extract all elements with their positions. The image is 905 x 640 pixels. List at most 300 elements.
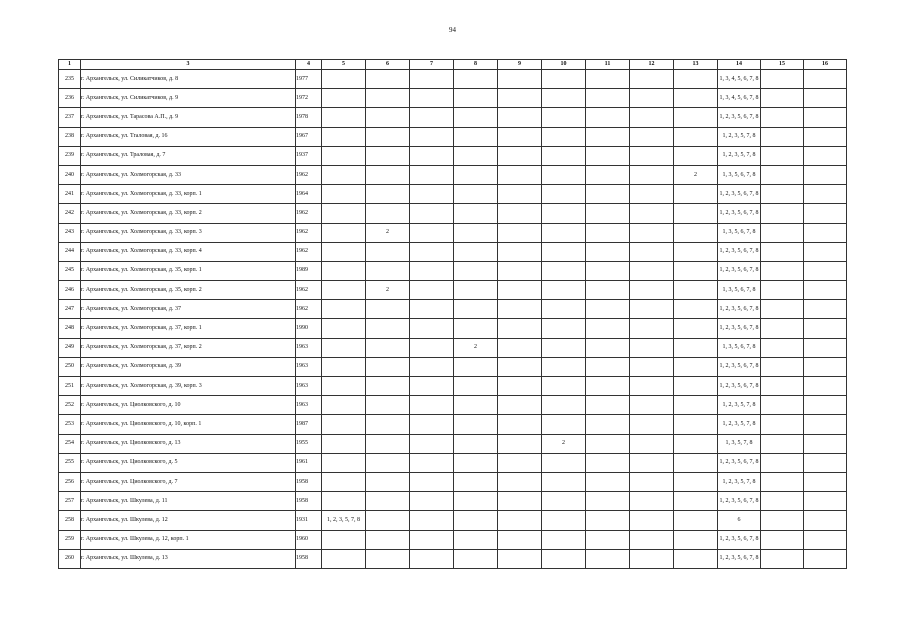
table-cell xyxy=(454,185,498,204)
table-cell xyxy=(542,204,586,223)
column-header: 14 xyxy=(718,60,761,70)
table-cell: 1, 3, 5, 6, 7, 8 xyxy=(718,338,761,357)
table-row xyxy=(59,319,847,338)
table-cell xyxy=(322,357,366,376)
address-cell: г. Архангельск, ул. Циолковского, д. 7 xyxy=(81,472,296,491)
year-cell: 1955 xyxy=(296,434,322,453)
table-cell xyxy=(586,127,630,146)
table-cell xyxy=(630,549,674,568)
table-cell xyxy=(542,396,586,415)
table-cell xyxy=(322,281,366,300)
table-cell xyxy=(498,434,542,453)
table-cell xyxy=(542,492,586,511)
table-cell xyxy=(498,453,542,472)
table-cell xyxy=(804,357,847,376)
table-cell xyxy=(454,204,498,223)
table-cell xyxy=(542,357,586,376)
table-cell xyxy=(804,472,847,491)
table-cell xyxy=(542,472,586,491)
year-cell: 1958 xyxy=(296,549,322,568)
table-cell xyxy=(804,242,847,261)
table-cell xyxy=(410,415,454,434)
table-cell xyxy=(761,89,804,108)
address-cell: г. Архангельск, ул. Силикатчиков, д. 9 xyxy=(81,89,296,108)
column-header: 3 xyxy=(81,60,296,70)
table-cell xyxy=(630,492,674,511)
table-cell xyxy=(542,165,586,184)
table-cell xyxy=(410,261,454,280)
table-cell xyxy=(674,281,718,300)
table-cell xyxy=(586,453,630,472)
table-row xyxy=(59,281,847,300)
table-cell xyxy=(410,549,454,568)
table-cell xyxy=(804,530,847,549)
table-cell xyxy=(542,377,586,396)
year-cell: 1962 xyxy=(296,223,322,242)
address-cell: г. Архангельск, ул. Циолковского, д. 10, корп. 1 xyxy=(81,415,296,434)
table-cell xyxy=(674,492,718,511)
table-cell xyxy=(366,377,410,396)
table-cell xyxy=(410,396,454,415)
table-cell xyxy=(630,127,674,146)
table-cell xyxy=(630,338,674,357)
table-cell xyxy=(366,146,410,165)
year-cell: 1967 xyxy=(296,127,322,146)
table-cell xyxy=(410,185,454,204)
year-cell: 1987 xyxy=(296,415,322,434)
table-cell xyxy=(410,472,454,491)
row-number-cell: 243 xyxy=(59,223,81,242)
table-cell xyxy=(322,300,366,319)
table-cell xyxy=(761,185,804,204)
row-number-cell: 244 xyxy=(59,242,81,261)
table-cell xyxy=(586,377,630,396)
table-cell xyxy=(674,511,718,530)
year-cell: 1963 xyxy=(296,396,322,415)
table-cell xyxy=(674,434,718,453)
row-number-cell: 236 xyxy=(59,89,81,108)
table-cell xyxy=(498,185,542,204)
table-cell xyxy=(630,185,674,204)
table-row xyxy=(59,300,847,319)
row-number-cell: 249 xyxy=(59,338,81,357)
year-cell: 1958 xyxy=(296,492,322,511)
table-cell: 1, 2, 3, 5, 6, 7, 8 xyxy=(718,300,761,319)
table-cell xyxy=(322,242,366,261)
table-cell: 1, 2, 3, 5, 7, 8 xyxy=(718,396,761,415)
year-cell: 1962 xyxy=(296,281,322,300)
table-cell xyxy=(761,204,804,223)
table-cell xyxy=(804,377,847,396)
table-cell xyxy=(761,549,804,568)
table-row xyxy=(59,396,847,415)
table-cell xyxy=(630,223,674,242)
table-cell xyxy=(674,261,718,280)
year-cell: 1990 xyxy=(296,319,322,338)
table-cell xyxy=(804,300,847,319)
table-cell xyxy=(586,492,630,511)
table-cell xyxy=(630,377,674,396)
table-cell xyxy=(674,357,718,376)
row-number-cell: 247 xyxy=(59,300,81,319)
table-cell: 1, 2, 3, 5, 7, 8 xyxy=(718,472,761,491)
table-cell xyxy=(586,70,630,89)
table-cell xyxy=(498,396,542,415)
table-cell xyxy=(410,434,454,453)
table-cell: 1, 2, 3, 5, 7, 8 xyxy=(322,511,366,530)
table-cell: 1, 3, 5, 6, 7, 8 xyxy=(718,281,761,300)
table-cell xyxy=(498,377,542,396)
table-cell xyxy=(761,242,804,261)
table-cell xyxy=(804,89,847,108)
table-cell xyxy=(761,261,804,280)
table-cell xyxy=(674,185,718,204)
table-cell xyxy=(630,511,674,530)
table-cell xyxy=(322,338,366,357)
table-cell xyxy=(454,261,498,280)
table-cell xyxy=(454,415,498,434)
table-cell xyxy=(322,108,366,127)
table-cell xyxy=(674,300,718,319)
table-cell xyxy=(630,396,674,415)
row-number-cell: 260 xyxy=(59,549,81,568)
table-cell: 2 xyxy=(542,434,586,453)
table-cell xyxy=(674,549,718,568)
table-row xyxy=(59,492,847,511)
table-cell xyxy=(674,415,718,434)
table-cell xyxy=(498,70,542,89)
table-cell xyxy=(322,492,366,511)
table-row xyxy=(59,549,847,568)
table-cell xyxy=(542,511,586,530)
table-cell xyxy=(410,89,454,108)
table-cell: 1, 2, 3, 5, 6, 7, 8 xyxy=(718,319,761,338)
table-cell xyxy=(542,89,586,108)
row-number-cell: 258 xyxy=(59,511,81,530)
table-cell xyxy=(322,204,366,223)
table-cell xyxy=(366,261,410,280)
table-cell: 1, 2, 3, 5, 6, 7, 8 xyxy=(718,453,761,472)
table-cell xyxy=(498,472,542,491)
table-cell: 6 xyxy=(718,511,761,530)
table-cell xyxy=(454,127,498,146)
table-cell xyxy=(761,338,804,357)
table-cell: 1, 2, 3, 5, 6, 7, 8 xyxy=(718,261,761,280)
table-cell xyxy=(630,453,674,472)
table-cell xyxy=(366,300,410,319)
address-cell: г. Архангельск, ул. Холмогорская, д. 33 xyxy=(81,165,296,184)
table-cell xyxy=(542,185,586,204)
table-cell xyxy=(542,146,586,165)
table-cell xyxy=(804,261,847,280)
column-header: 15 xyxy=(761,60,804,70)
table-cell xyxy=(366,319,410,338)
table-cell xyxy=(366,357,410,376)
table-cell xyxy=(586,511,630,530)
table-cell xyxy=(366,127,410,146)
table-cell xyxy=(322,223,366,242)
table-cell xyxy=(761,300,804,319)
table-cell xyxy=(322,70,366,89)
row-number-cell: 259 xyxy=(59,530,81,549)
table-cell xyxy=(804,415,847,434)
table-cell xyxy=(586,357,630,376)
column-header: 16 xyxy=(804,60,847,70)
table-cell xyxy=(410,165,454,184)
address-cell: г. Архангельск, ул. Тарасова А.П., д. 9 xyxy=(81,108,296,127)
table-cell xyxy=(542,261,586,280)
address-cell: г. Архангельск, ул. Шкулева, д. 12 xyxy=(81,511,296,530)
column-header: 4 xyxy=(296,60,322,70)
row-number-cell: 255 xyxy=(59,453,81,472)
table-cell xyxy=(366,108,410,127)
table-cell xyxy=(542,319,586,338)
table-cell xyxy=(586,549,630,568)
table-cell xyxy=(674,338,718,357)
table-cell xyxy=(586,415,630,434)
table-cell xyxy=(366,204,410,223)
table-cell xyxy=(454,549,498,568)
table-cell xyxy=(804,281,847,300)
table-cell xyxy=(804,108,847,127)
table-cell xyxy=(804,549,847,568)
table-cell xyxy=(366,89,410,108)
table-cell xyxy=(322,185,366,204)
column-header: 11 xyxy=(586,60,630,70)
table-cell xyxy=(586,223,630,242)
table-cell xyxy=(761,357,804,376)
table-cell xyxy=(804,165,847,184)
table-cell xyxy=(454,377,498,396)
table-cell xyxy=(366,338,410,357)
address-cell: г. Архангельск, ул. Тraловая, д. 16 xyxy=(81,127,296,146)
table-cell xyxy=(630,530,674,549)
table-cell xyxy=(804,511,847,530)
table-cell xyxy=(674,319,718,338)
table-cell xyxy=(804,434,847,453)
table-cell xyxy=(630,281,674,300)
row-number-cell: 241 xyxy=(59,185,81,204)
year-cell: 1960 xyxy=(296,530,322,549)
table-cell xyxy=(454,146,498,165)
table-cell xyxy=(804,319,847,338)
address-cell: г. Архангельск, ул. Шкулева, д. 13 xyxy=(81,549,296,568)
year-cell: 1958 xyxy=(296,472,322,491)
column-header: 6 xyxy=(366,60,410,70)
header-row xyxy=(59,60,847,70)
address-cell: г. Архангельск, ул. Холмогорская, д. 37 xyxy=(81,300,296,319)
row-number-cell: 250 xyxy=(59,357,81,376)
year-cell: 1931 xyxy=(296,511,322,530)
table-cell xyxy=(586,146,630,165)
table-cell xyxy=(674,242,718,261)
table-cell xyxy=(366,453,410,472)
table-cell xyxy=(322,146,366,165)
table-cell xyxy=(322,319,366,338)
table-cell xyxy=(630,89,674,108)
table-row xyxy=(59,377,847,396)
table-row xyxy=(59,357,847,376)
table-row xyxy=(59,530,847,549)
table-row xyxy=(59,261,847,280)
table-cell xyxy=(410,530,454,549)
table-cell xyxy=(498,511,542,530)
table-cell xyxy=(498,261,542,280)
table-cell xyxy=(410,108,454,127)
table-cell xyxy=(498,549,542,568)
table-cell xyxy=(454,281,498,300)
table-cell: 1, 2, 3, 5, 7, 8 xyxy=(718,146,761,165)
table-cell xyxy=(586,204,630,223)
table-cell xyxy=(761,396,804,415)
table-cell: 1, 2, 3, 5, 6, 7, 8 xyxy=(718,377,761,396)
table-cell xyxy=(454,472,498,491)
table-cell: 1, 3, 5, 7, 8 xyxy=(718,434,761,453)
address-cell: г. Архангельск, ул. Шкулева, д. 11 xyxy=(81,492,296,511)
table-cell xyxy=(630,319,674,338)
table-cell xyxy=(322,415,366,434)
table-cell xyxy=(542,530,586,549)
year-cell: 1963 xyxy=(296,357,322,376)
table-cell: 1, 2, 3, 5, 6, 7, 8 xyxy=(718,530,761,549)
address-cell: г. Архангельск, ул. Силикатчиков, д. 8 xyxy=(81,70,296,89)
table-cell xyxy=(586,319,630,338)
table-cell xyxy=(804,127,847,146)
table-cell xyxy=(454,108,498,127)
table-cell xyxy=(410,204,454,223)
address-cell: г. Архангельск, ул. Холмогорская, д. 37, корп. 1 xyxy=(81,319,296,338)
table-cell xyxy=(804,453,847,472)
table-row xyxy=(59,89,847,108)
table-cell xyxy=(454,242,498,261)
table-cell: 1, 2, 3, 5, 6, 7, 8 xyxy=(718,357,761,376)
address-cell: г. Архангельск, ул. Циолковского, д. 13 xyxy=(81,434,296,453)
table-cell xyxy=(674,453,718,472)
column-header: 13 xyxy=(674,60,718,70)
table-cell xyxy=(366,70,410,89)
table-cell xyxy=(498,204,542,223)
table-cell xyxy=(498,357,542,376)
year-cell: 1972 xyxy=(296,89,322,108)
table-cell xyxy=(498,165,542,184)
table-cell xyxy=(454,492,498,511)
column-header: 12 xyxy=(630,60,674,70)
address-cell: г. Архангельск, ул. Холмогорская, д. 33, корп. 2 xyxy=(81,204,296,223)
table-cell xyxy=(630,434,674,453)
table-cell xyxy=(322,89,366,108)
table-cell xyxy=(410,70,454,89)
address-cell: г. Архангельск, ул. Холмогорская, д. 39 xyxy=(81,357,296,376)
table-cell xyxy=(322,530,366,549)
table-cell xyxy=(630,70,674,89)
table-cell: 1, 2, 3, 5, 6, 7, 8 xyxy=(718,108,761,127)
table-cell xyxy=(322,453,366,472)
table-row xyxy=(59,127,847,146)
table-row xyxy=(59,165,847,184)
table-cell xyxy=(498,223,542,242)
row-number-cell: 253 xyxy=(59,415,81,434)
table-cell: 1, 2, 3, 5, 7, 8 xyxy=(718,127,761,146)
year-cell: 1963 xyxy=(296,338,322,357)
table-cell xyxy=(761,223,804,242)
row-number-cell: 245 xyxy=(59,261,81,280)
table-cell xyxy=(498,530,542,549)
table-cell xyxy=(498,300,542,319)
table-cell xyxy=(410,281,454,300)
table-cell xyxy=(761,377,804,396)
year-cell: 1977 xyxy=(296,70,322,89)
row-number-cell: 240 xyxy=(59,165,81,184)
table-cell xyxy=(761,70,804,89)
table-cell xyxy=(498,89,542,108)
address-cell: г. Архангельск, ул. Циолковского, д. 10 xyxy=(81,396,296,415)
row-number-cell: 248 xyxy=(59,319,81,338)
table-cell xyxy=(366,242,410,261)
table-cell xyxy=(410,242,454,261)
column-header: 7 xyxy=(410,60,454,70)
table-row xyxy=(59,434,847,453)
table-row xyxy=(59,146,847,165)
table-cell xyxy=(674,377,718,396)
table-cell: 2 xyxy=(454,338,498,357)
table-cell xyxy=(410,127,454,146)
table-cell xyxy=(454,70,498,89)
table-cell: 1, 2, 3, 5, 7, 8 xyxy=(718,415,761,434)
table-cell xyxy=(804,492,847,511)
table-row xyxy=(59,223,847,242)
table-row xyxy=(59,511,847,530)
table-cell xyxy=(498,281,542,300)
table-cell xyxy=(498,108,542,127)
table-cell: 2 xyxy=(674,165,718,184)
table-cell xyxy=(630,108,674,127)
table-cell xyxy=(498,319,542,338)
table-cell xyxy=(410,338,454,357)
table-cell xyxy=(761,281,804,300)
table-cell xyxy=(674,127,718,146)
table-cell xyxy=(761,453,804,472)
table-cell xyxy=(322,472,366,491)
table-cell xyxy=(586,338,630,357)
table-cell xyxy=(761,472,804,491)
table-cell xyxy=(674,146,718,165)
row-number-cell: 252 xyxy=(59,396,81,415)
table-row xyxy=(59,185,847,204)
table-row xyxy=(59,453,847,472)
table-cell xyxy=(454,511,498,530)
table-cell xyxy=(410,377,454,396)
row-number-cell: 235 xyxy=(59,70,81,89)
table-cell: 1, 2, 3, 5, 6, 7, 8 xyxy=(718,492,761,511)
table-cell: 1, 3, 5, 6, 7, 8 xyxy=(718,165,761,184)
table-cell: 1, 3, 4, 5, 6, 7, 8 xyxy=(718,70,761,89)
table-cell xyxy=(410,453,454,472)
table-row xyxy=(59,204,847,223)
table-cell xyxy=(542,70,586,89)
table-cell xyxy=(761,434,804,453)
table-cell: 1, 2, 3, 5, 6, 7, 8 xyxy=(718,204,761,223)
table-cell xyxy=(630,204,674,223)
table-cell xyxy=(498,492,542,511)
table-cell xyxy=(586,281,630,300)
table-cell xyxy=(542,338,586,357)
table-cell xyxy=(542,453,586,472)
year-cell: 1937 xyxy=(296,146,322,165)
page-number: 94 xyxy=(449,26,456,34)
table-cell xyxy=(542,108,586,127)
table-cell xyxy=(586,108,630,127)
year-cell: 1964 xyxy=(296,185,322,204)
